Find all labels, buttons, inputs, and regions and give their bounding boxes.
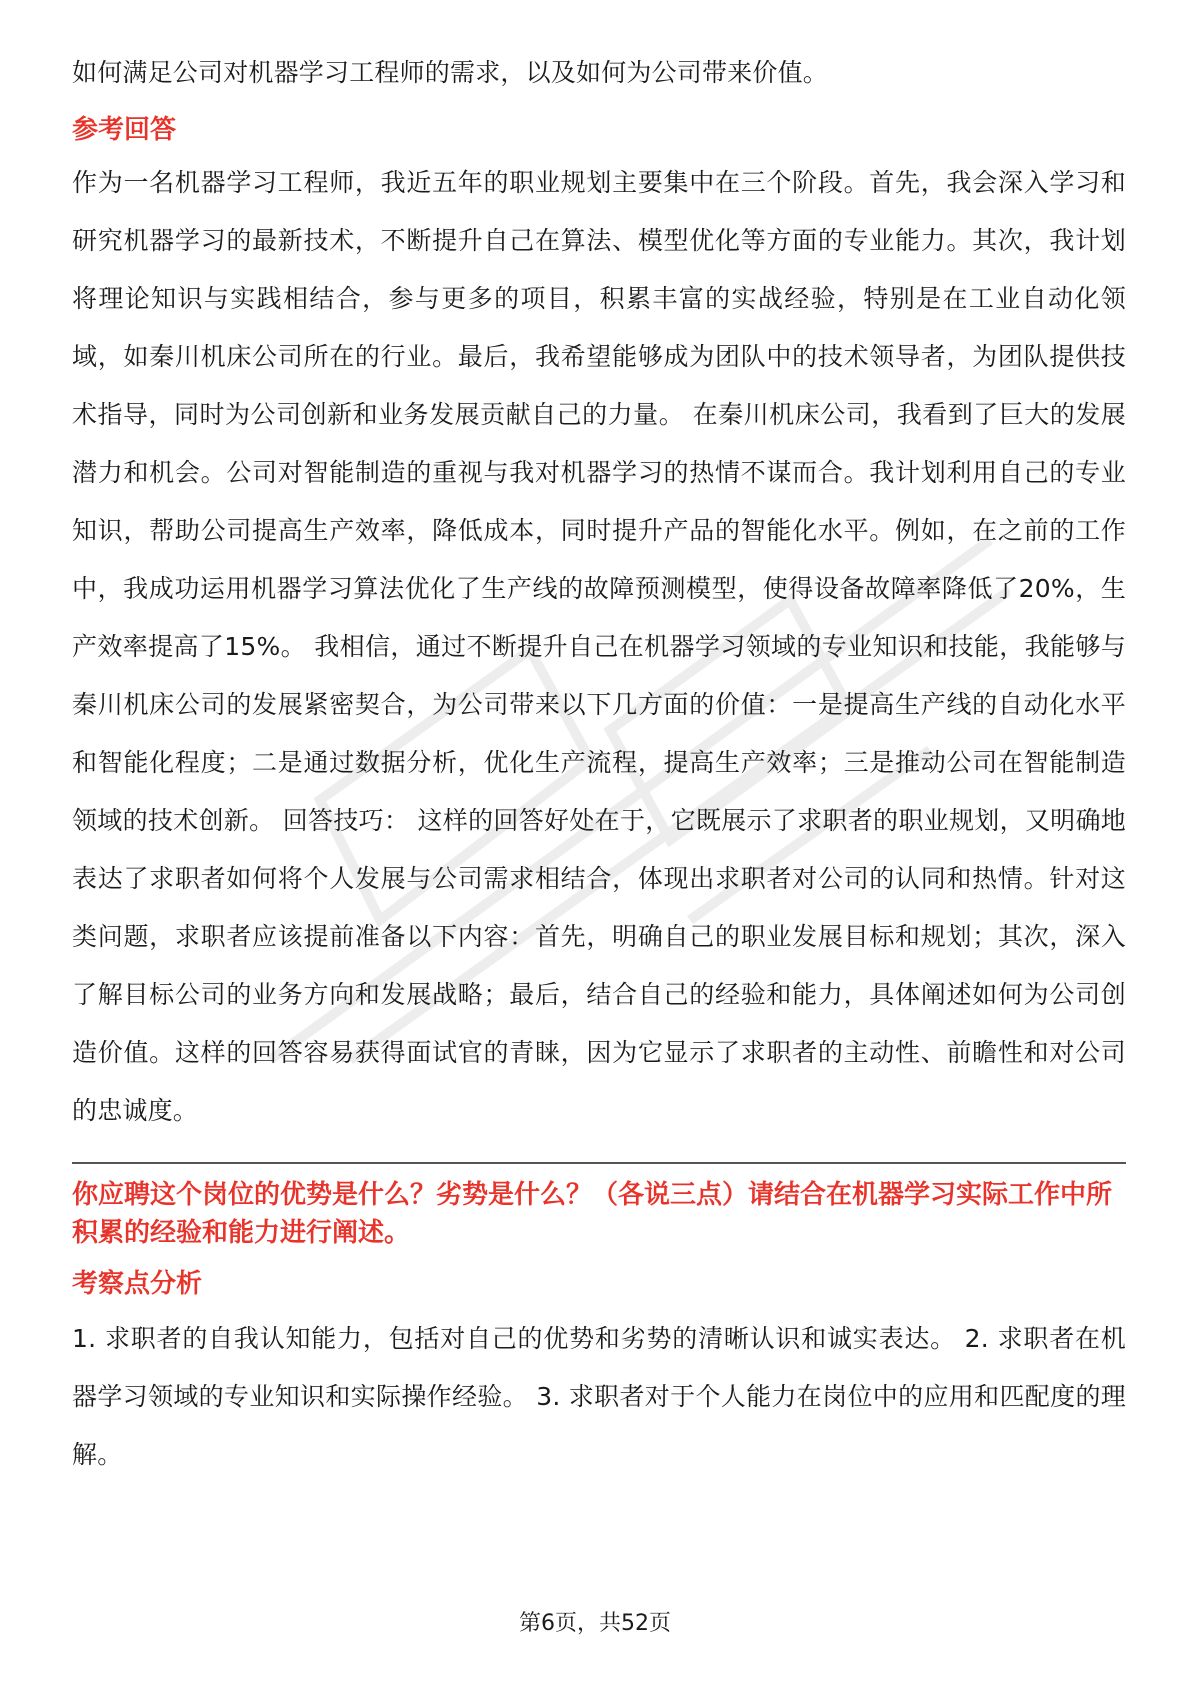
analysis-paragraph: 1. 求职者的自我认知能力，包括对自己的优势和劣势的清晰认识和诚实表达。 2. 求职者在机器学习领域的专业知识和实际操作经验。 3. 求职者对于个人能力在岗位中的应用和匹配度的理解。 <box>72 1324 1126 1469</box>
top-paragraph: 如何满足公司对机器学习工程师的需求，以及如何为公司带来价值。 <box>72 58 829 87</box>
page-number-footer: 第6页，共52页 <box>519 1611 671 1636</box>
answer-heading: 参考回答 <box>72 115 177 145</box>
interview-question: 你应聘这个岗位的优势是什么？劣势是什么？（各说三点）请结合在机器学习实际工作中所积累的经验和能力进行阐述。 <box>72 1180 1113 1248</box>
answer-paragraph: 作为一名机器学习工程师，我近五年的职业规划主要集中在三个阶段。首先，我会深入学习和研究机器学习的最新技术，不断提升自己在算法、模型优化等方面的专业能力。其次，我计划将理论知识与实践相结合，参与更多的项目，积累丰富的实战经验，特别是在工业自动化领域，如秦川机床公司所在的行业。最后，我希望能够成为团队中的技术领导者，为团队提供技术指导，同时为公司创新和业务发展贡献自己的力量。 在秦川机床公司，我看到了巨大的发展潜力和机会。公司对智能制造的重视与我对机器学习的热情不谋而合。我计划利用自己的专业知识，帮助公司提高生产效率，降低成本，同时提升产品的智能化水平。例如，在之前的工作中，我成功运用机器学习算法优化了生产线的故障预测模型，使得设备故障率降低了20%，生产效率提高了15%。 我相信，通过不断提升自己在机器学习领域的专业知识和技能，我能够与秦川机床公司的发展紧密契合，为公司带来以下几方面的价值：一是提高生产线的自动化水平和智能化程度；二是通过数据分析，优化生产流程，提高生产效率；三是推动公司在智能制造领域的技术创新。 回答技巧： 这样的回答好处在于，它既展示了求职者的职业规划，又明确地表达了求职者如何将个人发展与公司需求相结合，体现出求职者对公司的认同和热情。针对这类问题，求职者应该提前准备以下内容：首先，明确自己的职业发展目标和规划；其次，深入了解目标公司的业务方向和发展战略；最后，结合自己的经验和能力，具体阐述如何为公司创造价值。这样的回答容易获得面试官的青睐，因为它显示了求职者的主动性、前瞻性和对公司的忠诚度。 <box>72 168 1126 1125</box>
document-page <box>72 44 1126 1484</box>
analysis-heading: 考察点分析 <box>72 1269 203 1299</box>
section-divider <box>72 1162 1126 1164</box>
